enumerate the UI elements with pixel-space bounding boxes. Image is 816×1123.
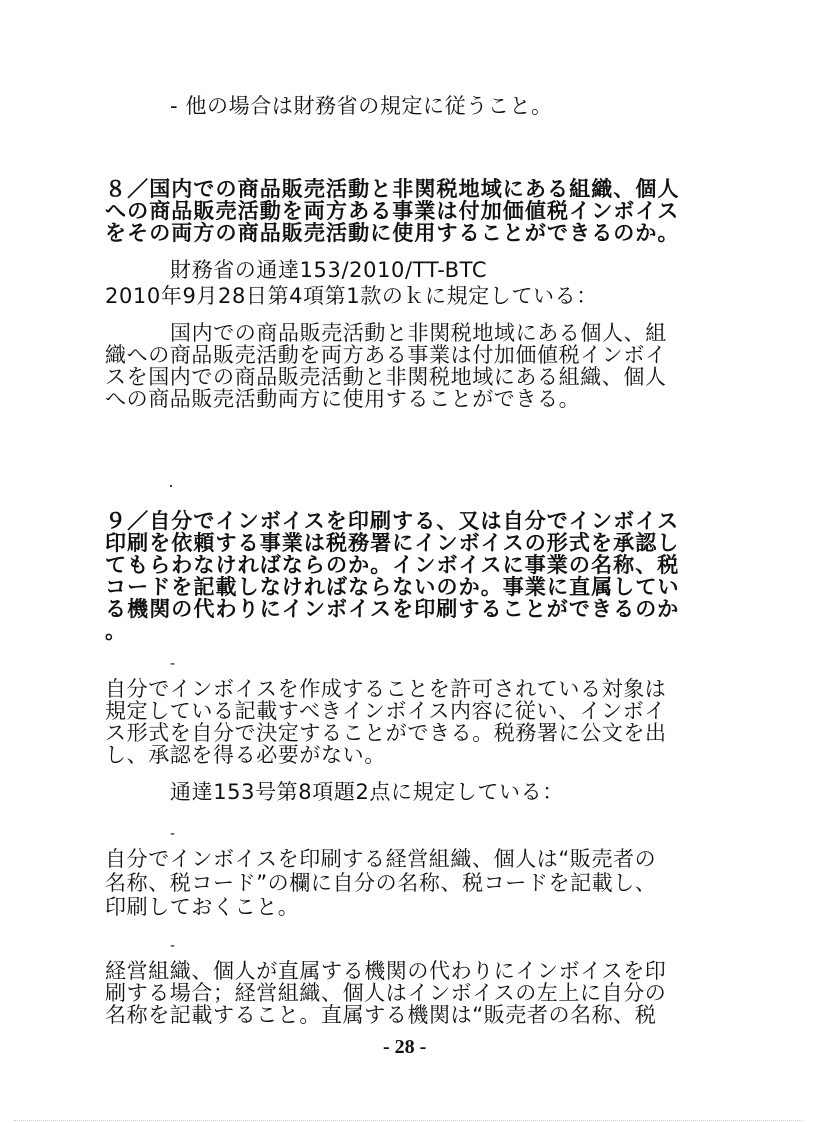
- bottom-dotted-divider: [14, 1120, 802, 1121]
- answer-line: 織への商品販売活動を両方ある事業は付加価値税インボイ: [105, 343, 667, 367]
- question-9-line: 印刷を依頼する事業は税務署にインボイスの形式を承認し: [105, 531, 680, 555]
- answer-line: 印刷しておくこと。: [105, 895, 300, 919]
- question-8-line: をその両方の商品販売活動に使用することができるのか。: [105, 221, 680, 245]
- answer-line: ス形式を自分で決定することができる。税務署に公文を出: [105, 721, 667, 745]
- answer-line: 規定している記載すべきインボイス内容に従い、インボイ: [105, 699, 666, 723]
- dash-marker: -: [170, 656, 176, 672]
- question-9-line: る機関の代わりにインボイスを印刷することができるのか: [105, 597, 680, 621]
- answer-line: 自分でインボイスを作成することを許可されている対象は: [105, 677, 667, 701]
- question-9-line: ９／自分でインボイスを印刷する、又は自分でインボイス: [105, 509, 680, 533]
- question-8-line: への商品販売活動を両方ある事業は付加価値税インボイス: [105, 199, 680, 223]
- answer-line: 刷する場合；経営組織、個人はインボイスの左上に自分の: [105, 981, 667, 1005]
- answer-line: 国内での商品販売活動と非関税地域にある個人、組: [170, 321, 667, 345]
- answer-line: 名称を記載すること。直属する機関は“販売者の名称、税: [105, 1003, 657, 1027]
- answer-line: 名称、税コード”の欄に自分の名称、税コードを記載し、: [105, 871, 657, 895]
- answer-line: 経営組織、個人が直属する機関の代わりにインボイスを印: [105, 959, 667, 983]
- question-9-reference: 通達153号第8項題2点に規定している：: [170, 780, 564, 804]
- question-9-line: てもらわなければならのか。インボイスに事業の名称、税: [105, 553, 680, 577]
- question-9-line: コードを記載しなければならないのか。事業に直属してい: [105, 575, 680, 599]
- answer-line: スを国内での商品販売活動と非関税地域にある組織、個人: [105, 365, 667, 389]
- question-9-line: 。: [105, 619, 128, 643]
- question-8-line: ８／国内での商品販売活動と非関税地域にある組織、個人: [105, 177, 680, 201]
- question-8-reference-date: 2010年9月28日第4項第1款のｋに規定している：: [105, 284, 598, 308]
- page-number: - 28 -: [383, 1036, 427, 1058]
- answer-line: 自分でインボイスを印刷する経営組織、個人は“販売者の: [105, 847, 657, 871]
- top-note: - 他の場合は財務省の規定に従うこと。: [170, 94, 553, 118]
- answer-line: し、承認を得る必要がない。: [105, 743, 386, 767]
- dash-marker: -: [170, 938, 176, 954]
- question-8-reference: 財務省の通達153/2010/TT-BTC: [170, 258, 488, 282]
- answer-line: への商品販売活動両方に使用することができる。: [105, 387, 581, 411]
- stray-dot: [170, 485, 172, 487]
- dash-marker: -: [170, 826, 176, 842]
